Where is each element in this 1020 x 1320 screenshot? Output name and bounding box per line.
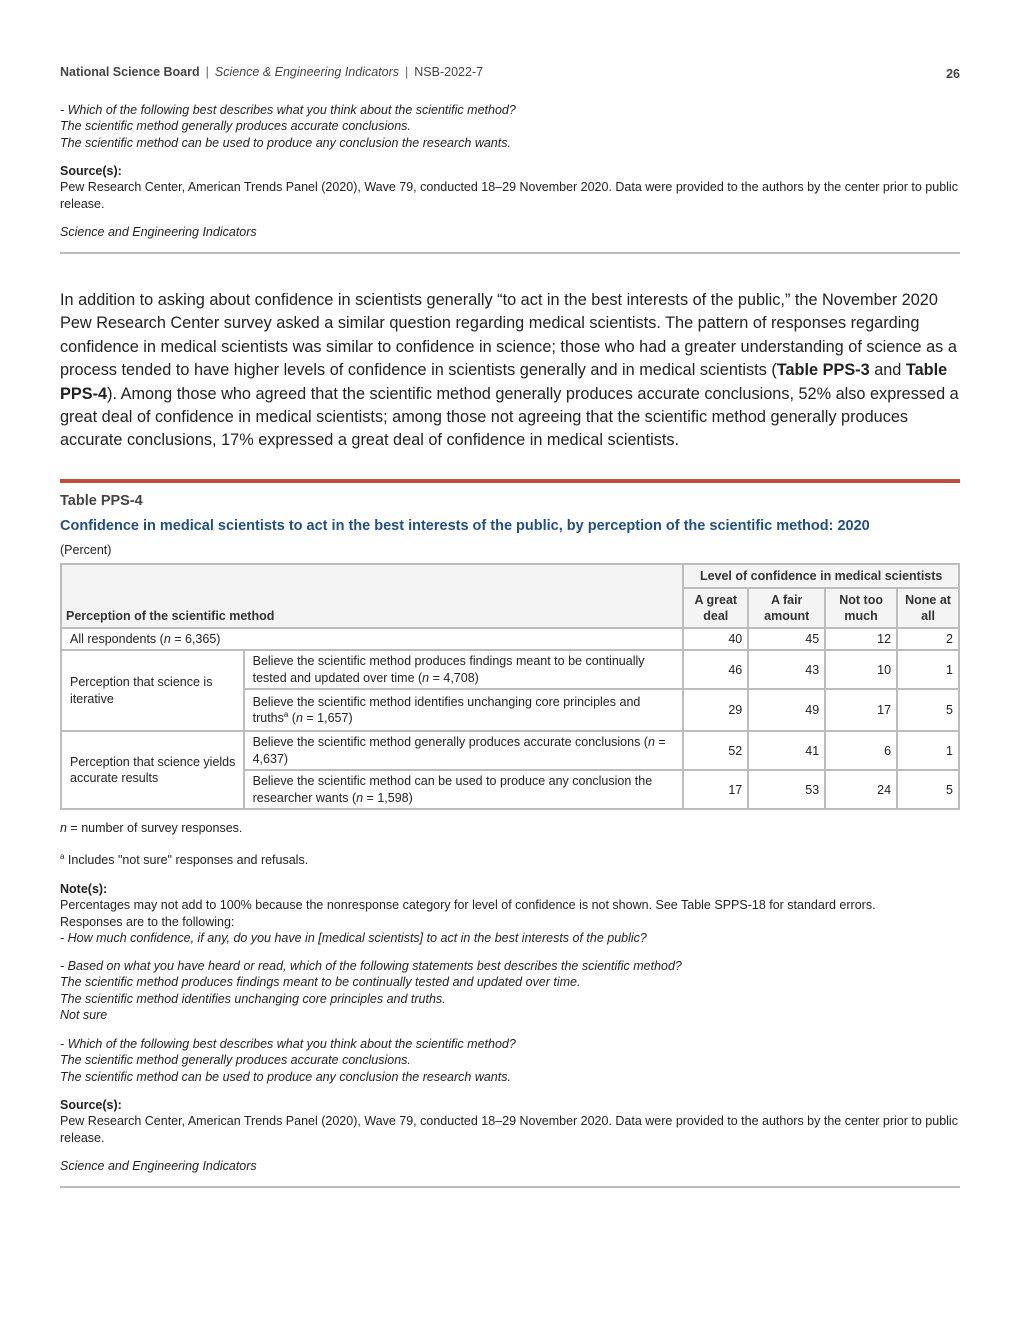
row-header: Perception of the scientific method bbox=[61, 564, 683, 628]
table-cell: 29 bbox=[683, 689, 748, 731]
running-header bbox=[60, 65, 960, 85]
table-cell: 6 bbox=[825, 731, 897, 770]
source-label: Source(s): bbox=[60, 1098, 122, 1112]
paragraph-text: ). Among those who agreed that the scientific method generally produces accurate conclusions, 52% also expressed a great deal of confidence in medical scientists; among those not agreeing that the scientific method generally produces accurate conclusions, 17% expressed a great deal of confidence in medical scientists. bbox=[60, 384, 959, 450]
page-number: 26 bbox=[946, 67, 960, 81]
row-label: Believe the scientific method identifies unchanging core principles and truths$^a$ (n = 1,657) bbox=[244, 689, 684, 731]
source-text: Pew Research Center, American Trends Panel (2020), Wave 79, conducted 18–29 November 2020. Data were provided to the authors by the center prior to public release. bbox=[60, 180, 958, 211]
table-top-rule bbox=[60, 479, 960, 483]
question-block bbox=[60, 958, 960, 1024]
table-label: Table PPS-4 bbox=[60, 493, 143, 509]
question-line: The scientific method generally produces accurate conclusions. bbox=[60, 1053, 411, 1068]
question-line: The scientific method identifies unchanging core principles and truths. bbox=[60, 991, 446, 1006]
question-line: The scientific method produces findings meant to be continually tested and updated over time. bbox=[60, 975, 581, 990]
table-pps-4-link[interactable]: Table PPS-4 bbox=[60, 361, 948, 403]
data-table bbox=[60, 563, 960, 810]
group-label: Perception that science yields accurate results bbox=[61, 731, 244, 809]
prev-question-line: - Which of the following best describes what you think about the scientific method? bbox=[60, 103, 516, 117]
header-org: National Science Board bbox=[60, 65, 200, 79]
table-cell: 45 bbox=[748, 628, 825, 650]
header-report-id: NSB-2022-7 bbox=[414, 65, 484, 79]
row-label: Believe the scientific method can be used to produce any conclusion the researcher wants (n = 1,598) bbox=[244, 770, 684, 809]
section-divider bbox=[60, 252, 960, 254]
question-line: - How much confidence, if any, do you have in [medical scientists] to act in the best interests of the public? bbox=[60, 931, 647, 946]
table-row bbox=[61, 731, 959, 770]
paragraph-text: and bbox=[869, 361, 906, 380]
question-block bbox=[60, 1036, 960, 1085]
question-line: - Based on what you have heard or read, which of the following statements best describes the scientific method? bbox=[60, 959, 682, 973]
prev-table-credit: Science and Engineering Indicators bbox=[60, 225, 257, 239]
question-line: Not sure bbox=[60, 1008, 108, 1023]
table-cell: 17 bbox=[825, 689, 897, 731]
header-publication: Science & Engineering Indicators bbox=[214, 65, 400, 79]
table-cell: 5 bbox=[897, 689, 959, 731]
source-label: Source(s): bbox=[60, 164, 122, 178]
notes-block bbox=[60, 881, 960, 947]
table-header-row bbox=[61, 564, 959, 588]
table-cell: 5 bbox=[897, 770, 959, 809]
note-label: Note(s): bbox=[60, 882, 108, 896]
table-cell: 41 bbox=[748, 731, 825, 770]
table-cell: 2 bbox=[897, 628, 959, 650]
table-cell: 12 bbox=[825, 628, 897, 650]
header-separator: | bbox=[405, 65, 409, 79]
table-cell: 53 bbox=[748, 770, 825, 809]
group-header: Level of confidence in medical scientists bbox=[683, 564, 959, 588]
table-row bbox=[61, 628, 959, 650]
table-source bbox=[60, 1097, 960, 1146]
table-cell: 1 bbox=[897, 731, 959, 770]
footnote-n: n = number of survey responses. bbox=[60, 821, 243, 835]
question-line: The scientific method can be used to produce any conclusion the research wants. bbox=[60, 1069, 511, 1084]
column-header: Not too much bbox=[825, 588, 897, 628]
responses-intro: Responses are to the following: bbox=[60, 914, 235, 929]
table-credit: Science and Engineering Indicators bbox=[60, 1159, 257, 1173]
source-text: Pew Research Center, American Trends Panel (2020), Wave 79, conducted 18–29 November 2020. Data were provided to the authors by the center prior to public release. bbox=[60, 1114, 958, 1145]
prev-question-line: The scientific method generally produces accurate conclusions. bbox=[60, 119, 411, 134]
row-label: All respondents (n = 6,365) bbox=[61, 628, 683, 650]
table-title: Confidence in medical scientists to act in the best interests of the public, by perception of the scientific method: 2020 bbox=[60, 518, 870, 534]
column-header: A great deal bbox=[683, 588, 748, 628]
paragraph-text: In addition to asking about confidence in scientists generally “to act in the best interests of the public,” the November 2020 Pew Research Center survey asked a similar question regarding medical scientists. The pattern of responses regarding confidence in medical scientists was similar to confidence in science; those who had a greater understanding of science as a process tended to have higher levels of confidence in scientists generally and in medical scientists ( bbox=[60, 291, 957, 380]
table-cell: 43 bbox=[748, 650, 825, 689]
note-text: Percentages may not add to 100% because the nonresponse category for level of confidence is not shown. See Table SPPS-18 for standard errors. bbox=[60, 898, 876, 913]
table-cell: 10 bbox=[825, 650, 897, 689]
table-cell: 46 bbox=[683, 650, 748, 689]
table-unit: (Percent) bbox=[60, 543, 112, 557]
table-cell: 40 bbox=[683, 628, 748, 650]
column-header: A fair amount bbox=[748, 588, 825, 628]
footnote-a: $^a$ Includes "not sure" responses and refusals. bbox=[60, 851, 309, 867]
row-label: Believe the scientific method generally produces accurate conclusions (n = 4,637) bbox=[244, 731, 684, 770]
table-pps-3-link[interactable]: Table PPS-3 bbox=[776, 361, 870, 380]
table-cell: 52 bbox=[683, 731, 748, 770]
table-cell: 17 bbox=[683, 770, 748, 809]
column-header: None at all bbox=[897, 588, 959, 628]
table-row bbox=[61, 650, 959, 689]
body-paragraph bbox=[60, 289, 960, 453]
prev-table-source bbox=[60, 163, 960, 212]
table-cell: 1 bbox=[897, 650, 959, 689]
table-cell: 49 bbox=[748, 689, 825, 731]
row-label: Believe the scientific method produces findings meant to be continually tested and updated over time (n = 4,708) bbox=[244, 650, 684, 689]
prev-question-line: The scientific method can be used to produce any conclusion the research wants. bbox=[60, 135, 511, 150]
section-divider bbox=[60, 1186, 960, 1188]
question-line: - Which of the following best describes what you think about the scientific method? bbox=[60, 1037, 516, 1051]
header-separator: | bbox=[205, 65, 209, 79]
prev-table-questions bbox=[60, 102, 960, 151]
group-label: Perception that science is iterative bbox=[61, 650, 244, 731]
table-cell: 24 bbox=[825, 770, 897, 809]
